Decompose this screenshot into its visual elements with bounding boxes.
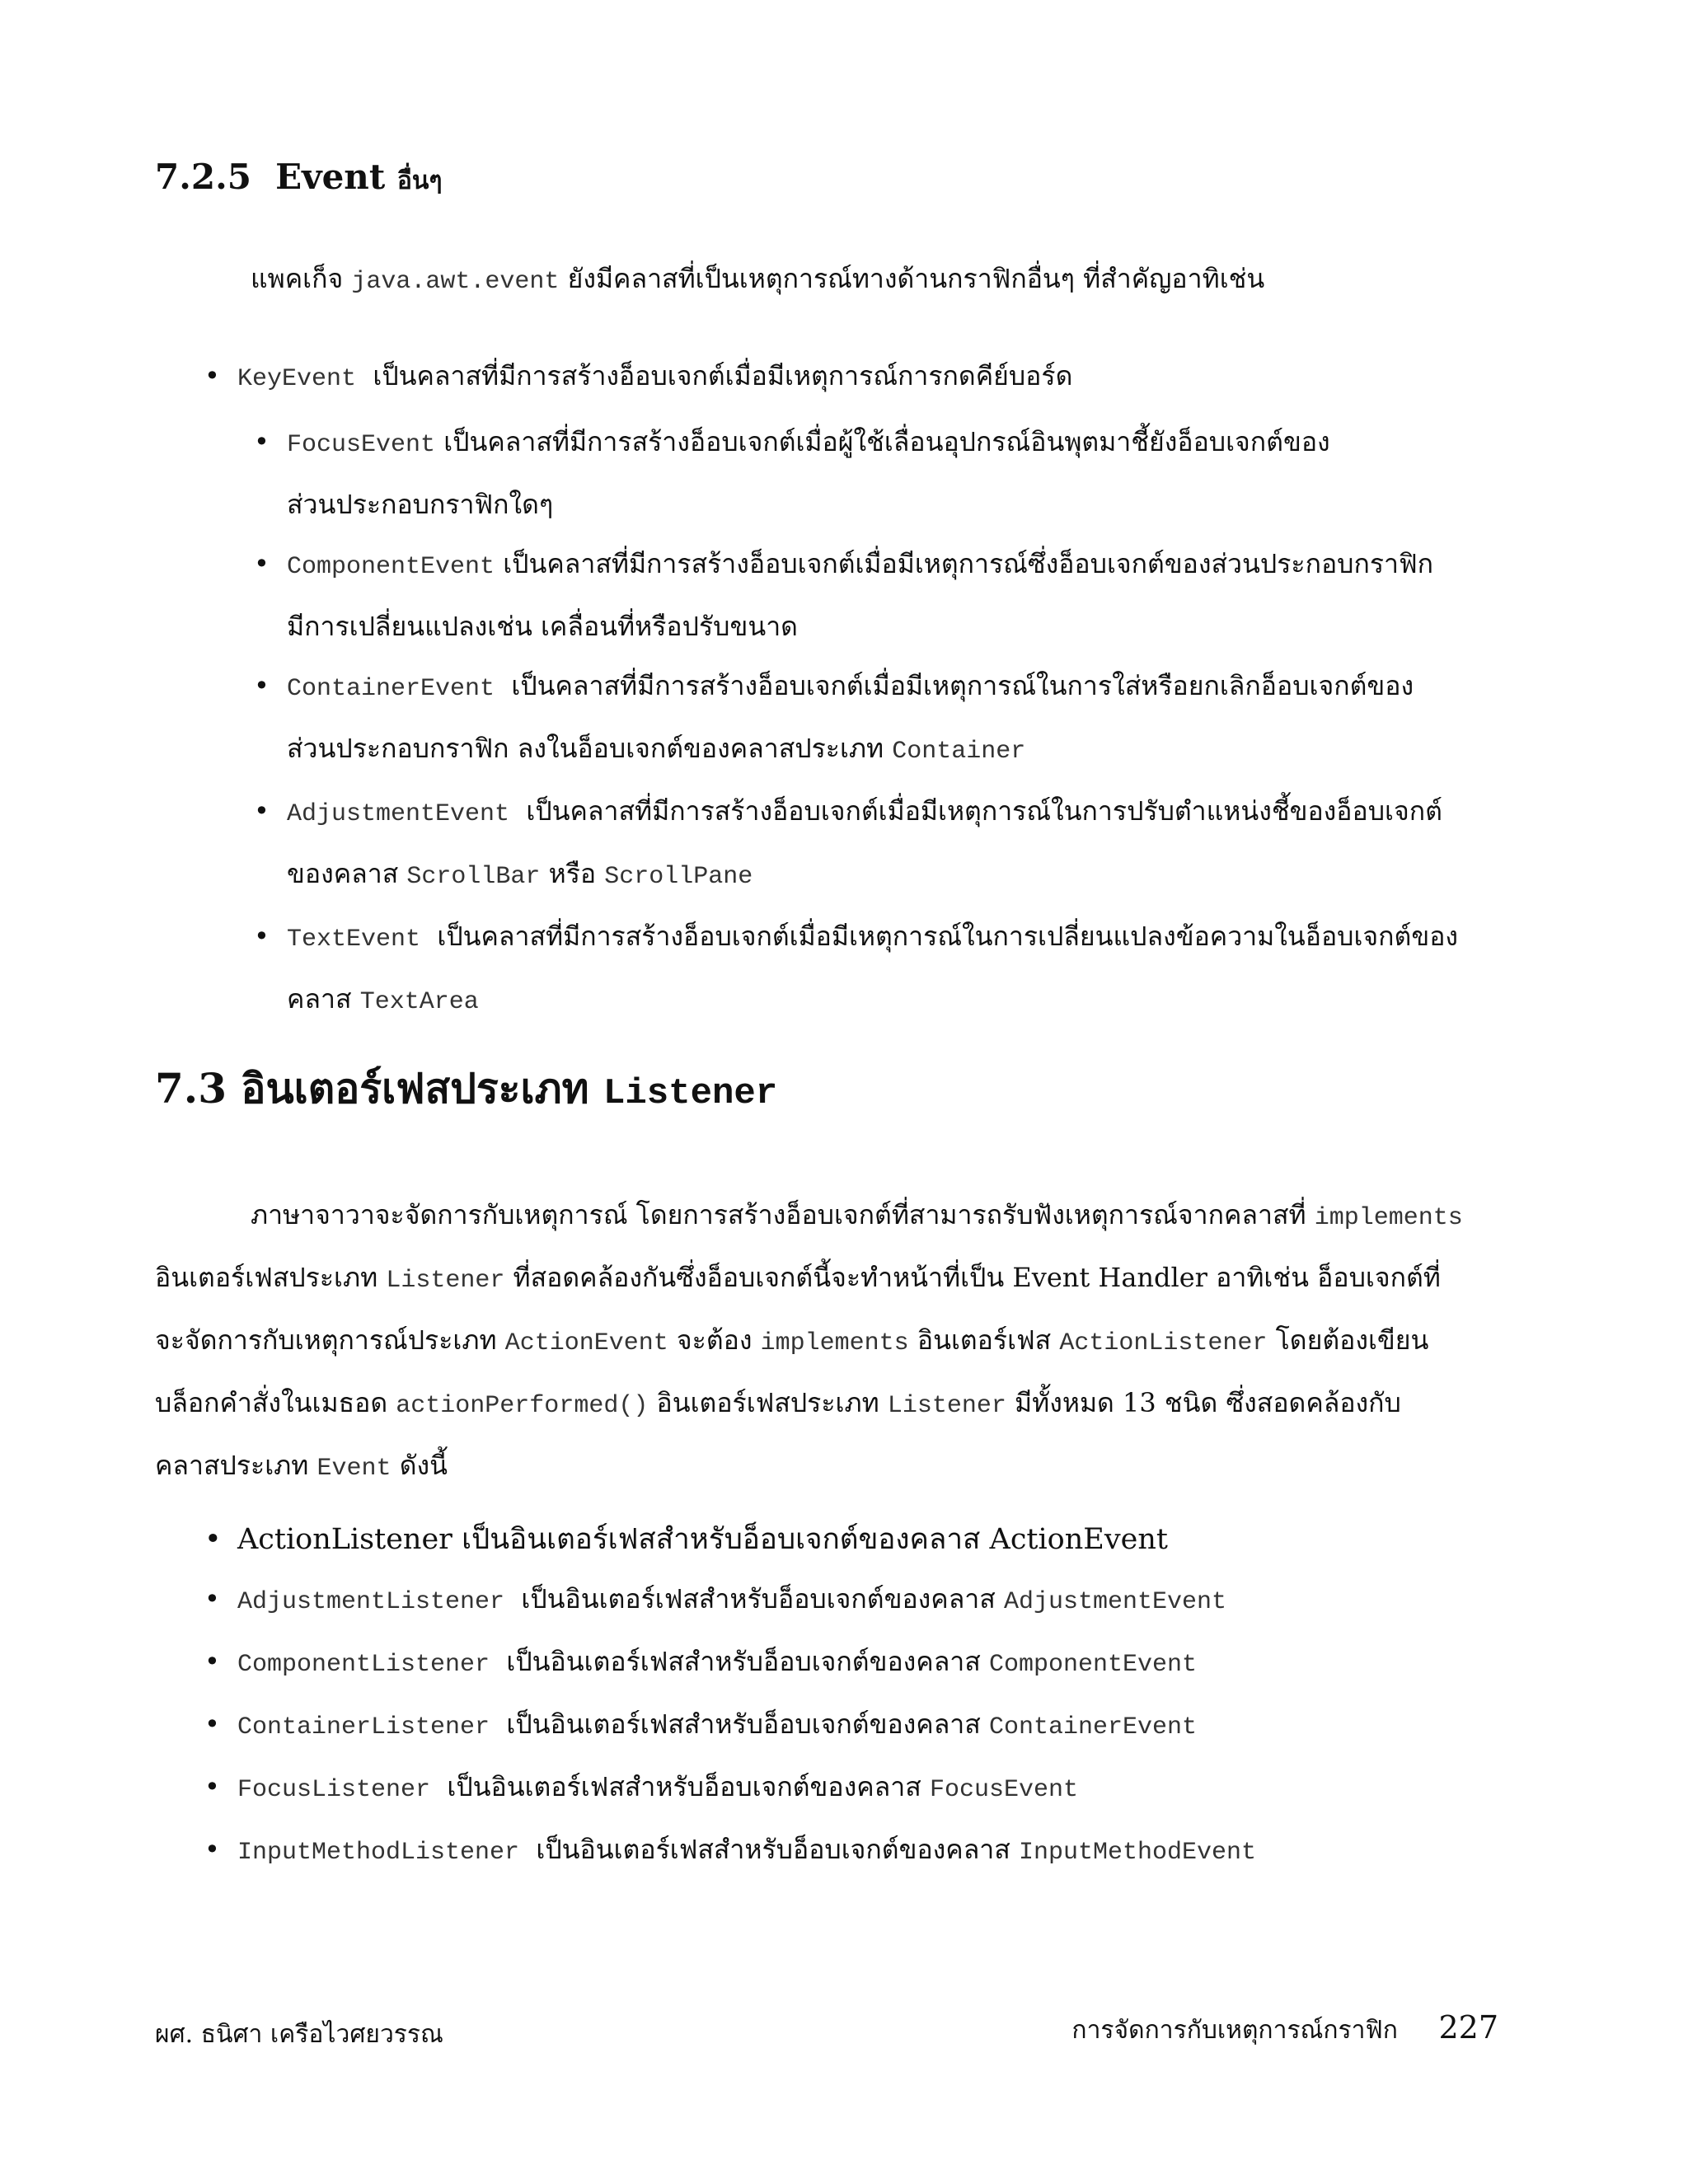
list-item bbox=[254, 412, 1458, 534]
item-text: เป็นอินเตอร์เฟสสำหรับอ็อบเจกต์ของคลาส bbox=[506, 1708, 981, 1740]
code-term: Event bbox=[316, 1455, 392, 1483]
code-term: implements bbox=[760, 1329, 909, 1357]
footer-author: ผศ. ธนิศา เครือไวศยวรรณ bbox=[155, 2020, 443, 2049]
code-term: ActionEvent bbox=[504, 1329, 668, 1357]
class-name: ScrollBar bbox=[406, 863, 541, 891]
class-name: InputMethodEvent bbox=[1018, 1839, 1257, 1867]
item-text: เป็นคลาสที่มีการสร้างอ็อบเจกต์เมื่อมีเหตุการณ์ซึ่งอ็อบเจกต์ของส่วนประกอบกราฟิก bbox=[503, 548, 1434, 579]
class-name: Container bbox=[892, 738, 1026, 766]
footer-right bbox=[1071, 2009, 1498, 2050]
class-name: ComponentEvent bbox=[988, 1651, 1198, 1679]
class-name: ScrollPane bbox=[604, 863, 753, 891]
list-item bbox=[204, 1632, 1256, 1694]
paragraph-line bbox=[155, 1248, 1463, 1310]
list-item bbox=[204, 1510, 1256, 1569]
intro-text: ยังมีคลาสที่เป็นเหตุการณ์ทางด้านกราฟิกอื่นๆ ที่สำคัญอาทิเช่น bbox=[567, 263, 1265, 294]
section-heading-73 bbox=[155, 1057, 777, 1122]
item-text: ของคลาส bbox=[287, 858, 399, 889]
item-text: เป็นอินเตอร์เฟสสำหรับอ็อบเจกต์ของคลาส bbox=[462, 1523, 981, 1556]
body-text: ดังนี้ bbox=[399, 1450, 448, 1481]
item-text-cont bbox=[287, 719, 1458, 781]
class-name: ComponentEvent bbox=[287, 553, 495, 581]
item-text: เป็นคลาสที่มีการสร้างอ็อบเจกต์เมื่อผู้ใช้เลื่อนอุปกรณ์อินพุตมาชี้ยังอ็อบเจกต์ของ bbox=[443, 426, 1330, 457]
list-item bbox=[254, 907, 1459, 1032]
body-text: อินเตอร์เฟส bbox=[917, 1324, 1052, 1356]
package-name: java.awt.event bbox=[351, 268, 560, 296]
item-text-cont bbox=[287, 844, 1458, 907]
paragraph-line bbox=[155, 1310, 1463, 1373]
class-name: ActionEvent bbox=[989, 1523, 1168, 1556]
item-text: เป็นคลาสที่มีการสร้างอ็อบเจกต์เมื่อมีเหตุการณ์ในการใส่หรือยกเลิกอ็อบเจกต์ของ bbox=[511, 670, 1414, 701]
code-term: Listener bbox=[887, 1392, 1006, 1420]
bullet-icon: • bbox=[204, 1708, 220, 1740]
bullet-icon: • bbox=[254, 921, 270, 952]
bullet-icon: • bbox=[204, 1771, 220, 1802]
class-name: AdjustmentEvent bbox=[1003, 1588, 1227, 1616]
intro-text: แพคเก็จ bbox=[251, 263, 344, 294]
body-text: คลาสประเภท bbox=[155, 1450, 309, 1481]
body-text: โดยต้องเขียน bbox=[1275, 1324, 1429, 1356]
section-title-code: Listener bbox=[603, 1073, 778, 1114]
class-name: FocusEvent bbox=[929, 1776, 1078, 1804]
listener-name: ComponentListener bbox=[237, 1651, 490, 1679]
listener-list bbox=[204, 1510, 1257, 1882]
item-text: หรือ bbox=[548, 858, 597, 889]
section-number: 7.2.5 bbox=[155, 157, 251, 197]
page-number: 227 bbox=[1438, 2009, 1498, 2046]
paragraph-line bbox=[155, 1373, 1463, 1436]
body-text: อินเตอร์เฟสประเภท bbox=[155, 1262, 378, 1293]
bullet-icon: • bbox=[254, 670, 270, 701]
list-item bbox=[204, 346, 1073, 409]
bullet-icon: • bbox=[204, 1646, 220, 1677]
item-text: ส่วนประกอบกราฟิก ลงในอ็อบเจกต์ของคลาสประเภท bbox=[287, 733, 884, 764]
intro-paragraph bbox=[251, 249, 1264, 312]
item-text: เป็นคลาสที่มีการสร้างอ็อบเจกต์เมื่อมีเหตุการณ์ในการปรับตำแหน่งชี้ของอ็อบเจกต์ bbox=[526, 795, 1442, 827]
listener-name: InputMethodListener bbox=[237, 1839, 520, 1867]
item-text-cont: มีการเปลี่ยนแปลงเช่น เคลื่อนที่หรือปรับขนาด bbox=[287, 611, 798, 642]
body-text: อินเตอร์เฟสประเภท bbox=[656, 1387, 879, 1418]
bullet-icon: • bbox=[204, 1834, 220, 1865]
body-text: จะต้อง bbox=[676, 1324, 753, 1356]
class-name: FocusEvent bbox=[287, 431, 436, 459]
section-73-paragraph bbox=[155, 1185, 1463, 1498]
listener-name: ContainerListener bbox=[237, 1713, 490, 1741]
code-term: Listener bbox=[386, 1267, 505, 1295]
listener-name: FocusListener bbox=[237, 1776, 431, 1804]
class-name: TextEvent bbox=[287, 926, 421, 954]
bullet-icon: • bbox=[204, 1583, 220, 1615]
bullet-icon: • bbox=[204, 1523, 222, 1556]
event-list-top bbox=[204, 346, 1073, 409]
class-name: ContainerEvent bbox=[988, 1713, 1198, 1741]
class-name: KeyEvent bbox=[237, 365, 357, 393]
body-text: มีทั้งหมด 13 ชนิด ซึ่งสอดคล้องกับ bbox=[1015, 1387, 1401, 1418]
section-heading-725 bbox=[155, 157, 443, 200]
body-text: ภาษาจาวาจะจัดการกับเหตุการณ์ โดยการสร้างอ็อบเจกต์ที่สามารถรับฟังเหตุการณ์จากคลาสที่ bbox=[251, 1199, 1306, 1230]
list-item bbox=[254, 534, 1458, 656]
list-item bbox=[254, 656, 1458, 781]
footer-chapter: การจัดการกับเหตุการณ์กราฟิก bbox=[1071, 2016, 1398, 2045]
item-text: เป็นอินเตอร์เฟสสำหรับอ็อบเจกต์ของคลาส bbox=[536, 1834, 1010, 1865]
paragraph-line bbox=[155, 1185, 1463, 1248]
code-term: actionPerformed() bbox=[396, 1392, 649, 1420]
bullet-icon: • bbox=[254, 426, 270, 457]
class-name: AdjustmentEvent bbox=[287, 800, 510, 828]
item-text-cont: ส่วนประกอบกราฟิกใดๆ bbox=[287, 489, 554, 520]
body-text: ที่สอดคล้องกันซึ่งอ็อบเจกต์นี้จะทำหน้าที่เป็น Event Handler อาทิเช่น อ็อบเจกต์ที่ bbox=[513, 1262, 1441, 1293]
listener-name: ActionListener bbox=[237, 1523, 452, 1556]
item-text: เป็นคลาสที่มีการสร้างอ็อบเจกต์เมื่อมีเหตุการณ์ในการเปลี่ยนแปลงข้อความในอ็อบเจกต์ของ bbox=[437, 921, 1459, 952]
list-item bbox=[254, 781, 1458, 907]
item-text: เป็นคลาสที่มีการสร้างอ็อบเจกต์เมื่อมีเหตุการณ์การกดคีย์บอร์ด bbox=[373, 360, 1073, 391]
item-text: เป็นอินเตอร์เฟสสำหรับอ็อบเจกต์ของคลาส bbox=[521, 1583, 996, 1615]
code-term: ActionListener bbox=[1059, 1329, 1268, 1357]
section-title: Event bbox=[275, 157, 386, 197]
class-name: TextArea bbox=[359, 988, 479, 1016]
section-title-suffix: อื่นๆ bbox=[396, 166, 443, 195]
body-text: จะจัดการกับเหตุการณ์ประเภท bbox=[155, 1324, 497, 1356]
item-text-cont bbox=[287, 969, 1458, 1032]
item-text: เป็นอินเตอร์เฟสสำหรับอ็อบเจกต์ของคลาส bbox=[447, 1771, 921, 1802]
section-number: 7.3 bbox=[155, 1064, 227, 1113]
bullet-icon: • bbox=[254, 795, 270, 827]
class-name: ContainerEvent bbox=[287, 675, 495, 703]
event-list bbox=[254, 412, 1459, 1032]
bullet-icon: • bbox=[254, 548, 270, 579]
code-term: implements bbox=[1314, 1204, 1463, 1232]
item-text: เป็นอินเตอร์เฟสสำหรับอ็อบเจกต์ของคลาส bbox=[506, 1646, 981, 1677]
bullet-icon: • bbox=[204, 360, 220, 391]
section-title: อินเตอร์เฟสประเภท bbox=[241, 1064, 589, 1113]
listener-name: AdjustmentListener bbox=[237, 1588, 505, 1616]
item-text: คลาส bbox=[287, 983, 352, 1015]
list-item bbox=[204, 1694, 1256, 1757]
list-item bbox=[204, 1820, 1257, 1882]
body-text: บล็อกคำสั่งในเมธอด bbox=[155, 1387, 388, 1418]
paragraph-line bbox=[155, 1436, 1463, 1498]
list-item bbox=[204, 1569, 1256, 1632]
list-item bbox=[204, 1757, 1256, 1820]
